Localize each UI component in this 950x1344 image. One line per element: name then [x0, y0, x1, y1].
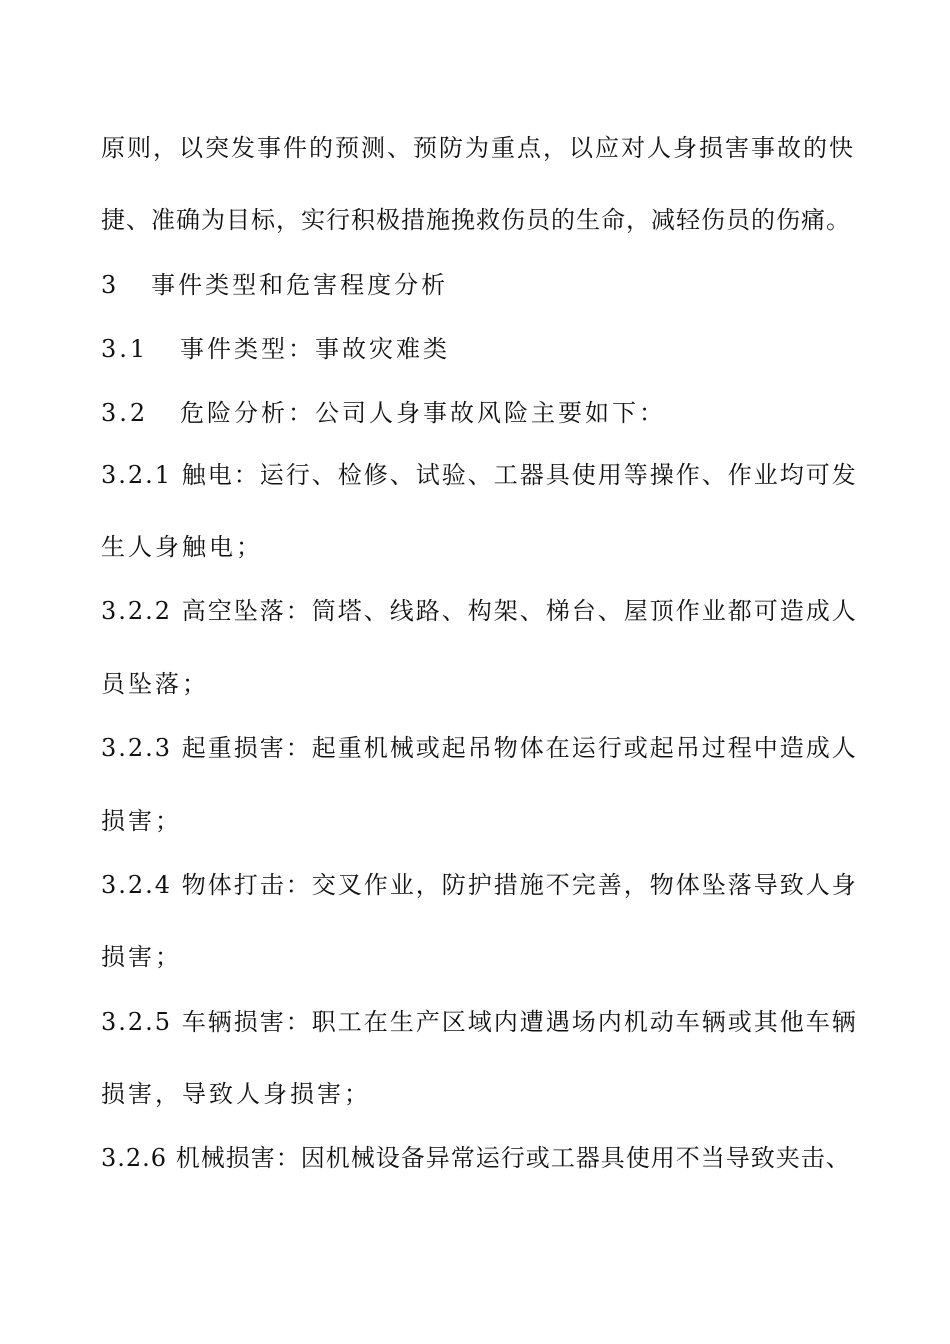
item-3-2-5-line-1: 3.2.5 车辆损害：职工在生产区域内遭遇场内机动车辆或其他车辆 [101, 1008, 858, 1036]
item-3-2-4-line-2: 损害； [101, 943, 182, 971]
paragraph-line-2: 捷、准确为目标，实行积极措施挽救伤员的生命，减轻伤员的伤痛。 [101, 206, 851, 234]
item-3-2-2-line-1: 3.2.2 高空坠落：筒塔、线路、构架、梯台、屋顶作业都可造成人 [101, 597, 858, 625]
section-heading-3: 3 事件类型和危害程度分析 [101, 271, 449, 299]
item-3-2-2-line-2: 员坠落； [101, 670, 209, 698]
item-3-2-1-line-2: 生人身触电； [101, 533, 263, 561]
item-3-2-3-line-1: 3.2.3 起重损害：起重机械或起吊物体在运行或起吊过程中造成人 [101, 734, 858, 762]
item-3-2-6-line-1: 3.2.6 机械损害：因机械设备异常运行或工器具使用不当导致夹击、 [101, 1144, 851, 1172]
item-3-2-5-line-2: 损害，导致人身损害； [101, 1080, 371, 1108]
paragraph-line-1: 原则，以突发事件的预测、预防为重点，以应对人身损害事故的快 [101, 134, 855, 162]
item-3-2-3-line-2: 损害； [101, 807, 182, 835]
item-3-2-4-line-1: 3.2.4 物体打击：交叉作业，防护措施不完善，物体坠落导致人身 [101, 871, 858, 899]
item-3-2-1-line-1: 3.2.1 触电：运行、检修、试验、工器具使用等操作、作业均可发 [101, 461, 858, 489]
subsection-3-1: 3.1 事件类型：事故灾难类 [101, 335, 451, 363]
subsection-3-2: 3.2 危险分析：公司人身事故风险主要如下： [101, 399, 667, 427]
